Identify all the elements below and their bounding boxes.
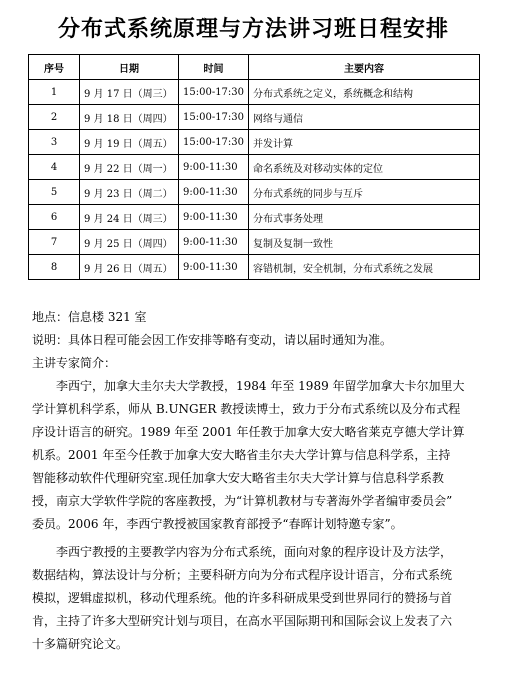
cell-time: 9:00-11:30	[179, 205, 249, 230]
cell-number: 5	[29, 180, 80, 205]
cell-date: 9 月 19 日（周五）	[80, 130, 179, 155]
cell-time: 15:00-17:30	[179, 105, 249, 130]
table-row	[29, 180, 480, 205]
bio1-line: 李西宁，加拿大圭尔夫大学教授，1984 年至 1989 年留学加拿大卡尔加里大	[32, 379, 465, 393]
cell-content: 分布式事务处理	[249, 205, 480, 230]
cell-date: 9 月 17 日（周三）	[80, 80, 179, 105]
header-number: 序号	[29, 55, 80, 80]
cell-content: 分布式系统之定义，系统概念和结构	[249, 80, 480, 105]
header-content: 主要内容	[249, 55, 480, 80]
table-body	[29, 80, 480, 280]
cell-number: 3	[29, 130, 80, 155]
cell-date: 9 月 23 日（周二）	[80, 180, 179, 205]
bio2-line: 肯，主持了许多大型研究计划与项目，在高水平国际期刊和国际会议上发表了六	[32, 614, 453, 628]
bio1-line: 授，南京大学软件学院的客座教授，为“计算机教材与专著海外学者编审委员会”	[32, 494, 453, 508]
cell-content: 复制及复制一致性	[249, 230, 480, 255]
bio1-line: 委员。2006 年，李西宁教授被国家教育部授予“春晖计划特邀专家”。	[32, 517, 403, 531]
cell-date: 9 月 22 日（周一）	[80, 155, 179, 180]
cell-date: 9 月 26 日（周五）	[80, 255, 179, 280]
cell-content: 命名系统及对移动实体的定位	[249, 155, 480, 180]
schedule-table	[28, 54, 480, 280]
bio1-line: 序设计语言的研究。1989 年至 2001 年任教于加拿大安大略省莱克亨德大学计算	[32, 425, 465, 439]
cell-time: 15:00-17:30	[179, 130, 249, 155]
header-date: 日期	[80, 55, 179, 80]
bio2-line: 李西宁教授的主要教学内容为分布式系统，面向对象的程序设计及方法学，	[32, 545, 453, 559]
location-text: 地点：信息楼 321 室	[32, 310, 147, 324]
cell-number: 2	[29, 105, 80, 130]
cell-content: 并发计算	[249, 130, 480, 155]
cell-date: 9 月 24 日（周三）	[80, 205, 179, 230]
bio1-line: 智能移动软件代理研究室.现任加拿大安大略省圭尔夫大学计算与信息科学系教	[32, 471, 444, 485]
bio2-line: 模拟，逻辑虚拟机，移动代理系统。他的许多科研成果受到世界同行的赞扬与首	[32, 591, 453, 605]
cell-time: 9:00-11:30	[179, 230, 249, 255]
cell-number: 7	[29, 230, 80, 255]
page-title: 分布式系统原理与方法讲习班日程安排	[57, 17, 449, 42]
cell-time: 9:00-11:30	[179, 180, 249, 205]
cell-content: 容错机制，安全机制，分布式系统之发展	[249, 255, 480, 280]
cell-time: 15:00-17:30	[179, 80, 249, 105]
experts-heading: 主讲专家简介：	[32, 356, 117, 370]
cell-number: 1	[29, 80, 80, 105]
table-header-row	[29, 55, 480, 80]
cell-content: 分布式系统的同步与互斥	[249, 180, 480, 205]
bio2-line: 数据结构，算法设计与分析；主要科研方向为分布式程序设计语言，分布式系统	[32, 568, 453, 582]
table-row	[29, 105, 480, 130]
bio2-line: 十多篇研究论文。	[32, 637, 129, 651]
table-row	[29, 230, 480, 255]
bio-paragraph-1	[32, 375, 484, 536]
table-row	[29, 255, 480, 280]
bio-paragraph-2	[32, 541, 484, 656]
cell-number: 6	[29, 205, 80, 230]
table-row	[29, 130, 480, 155]
cell-time: 9:00-11:30	[179, 155, 249, 180]
table-row	[29, 155, 480, 180]
cell-content: 网络与通信	[249, 105, 480, 130]
header-time: 时间	[179, 55, 249, 80]
note-text: 说明：具体日程可能会因工作安排等略有变动，请以届时通知为准。	[32, 333, 393, 347]
table-row	[29, 205, 480, 230]
cell-number: 4	[29, 155, 80, 180]
table-row	[29, 80, 480, 105]
cell-time: 9:00-11:30	[179, 255, 249, 280]
bio1-line: 学计算机科学系，师从 B.UNGER 教授读博士，致力于分布式系统以及分布式程	[32, 402, 461, 416]
cell-number: 8	[29, 255, 80, 280]
cell-date: 9 月 18 日（周四）	[80, 105, 179, 130]
cell-date: 9 月 25 日（周四）	[80, 230, 179, 255]
bio1-line: 机系。2001 年至今任教于加拿大安大略省圭尔夫大学计算与信息科学系，主持	[32, 448, 451, 462]
